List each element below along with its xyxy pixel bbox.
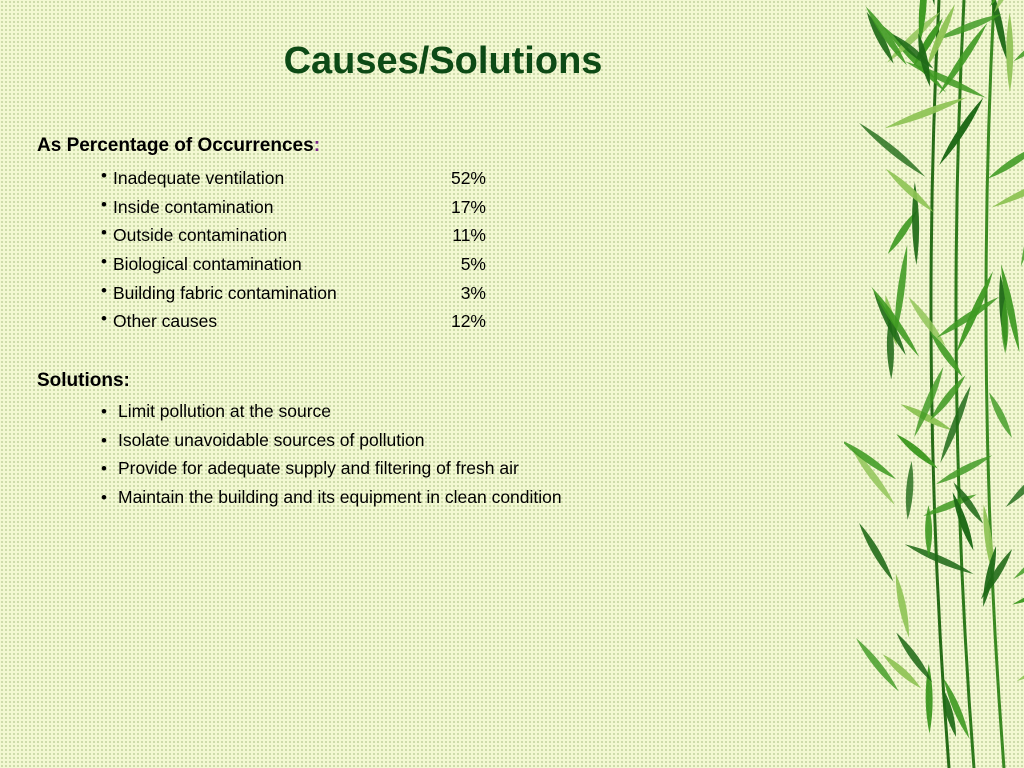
bamboo-leaf-icon <box>894 631 936 685</box>
list-item <box>101 430 424 451</box>
list-item <box>101 254 501 278</box>
list-item <box>101 487 562 508</box>
causes-heading-colon: : <box>313 135 321 156</box>
bamboo-leaf-icon <box>1011 574 1024 608</box>
slide-title: Causes/Solutions <box>283 40 603 82</box>
bamboo-leaf-icon <box>868 285 922 359</box>
bullet-icon: • <box>101 252 107 271</box>
cause-value: 5% <box>460 254 486 274</box>
cause-label: Building fabric contamination <box>113 283 337 303</box>
bullet-icon: • <box>101 195 107 214</box>
cause-value: 3% <box>460 283 486 303</box>
cause-label: Inside contamination <box>113 197 274 217</box>
list-item <box>101 311 501 335</box>
bamboo-leaf-icon <box>1003 463 1024 510</box>
causes-heading <box>37 135 320 157</box>
bamboo-leaf-icon <box>856 521 896 583</box>
bamboo-leaf-icon <box>883 166 935 215</box>
bamboo-leaf-icon <box>892 573 912 639</box>
bamboo-leaf-icon <box>1011 532 1024 582</box>
bullet-icon: • <box>101 166 107 185</box>
cause-label: Outside contamination <box>113 225 288 245</box>
bamboo-leaves-icon <box>844 0 1024 768</box>
bamboo-leaf-icon <box>986 391 1015 440</box>
cause-value: 12% <box>450 311 486 331</box>
bamboo-leaf-icon <box>927 330 965 379</box>
bamboo-leaf-icon <box>1006 13 1013 93</box>
cause-value: 17% <box>450 197 486 217</box>
bamboo-leaf-icon <box>885 0 954 3</box>
bullet-icon: • <box>101 488 107 507</box>
list-item <box>101 401 331 422</box>
bullet-icon: • <box>101 431 107 450</box>
list-item <box>101 197 501 221</box>
bamboo-leaf-icon <box>903 541 975 577</box>
cause-label: Other causes <box>113 311 218 331</box>
solution-text: Isolate unavoidable sources of pollution <box>118 430 425 450</box>
solution-text: Limit pollution at the source <box>118 401 332 421</box>
solution-text: Maintain the building and its equipment in clean condition <box>118 487 562 507</box>
bamboo-leaf-icon <box>1012 23 1024 65</box>
bullet-icon: • <box>101 309 107 328</box>
bullet-icon: • <box>101 223 107 242</box>
bamboo-leaf-icon <box>1015 647 1024 684</box>
list-item <box>101 283 501 307</box>
bamboo-leaf-icon <box>986 141 1024 182</box>
bamboo-leaf-icon <box>863 4 910 67</box>
solution-text: Provide for adequate supply and filtering of fresh air <box>118 458 519 478</box>
cause-value: 11% <box>452 225 486 245</box>
list-item <box>101 458 519 479</box>
cause-value: 52% <box>450 168 486 188</box>
list-item <box>101 225 501 249</box>
solutions-heading: Solutions: <box>37 370 130 391</box>
bullet-icon: • <box>101 459 107 478</box>
bullet-icon: • <box>101 402 107 421</box>
bamboo-leaf-icon <box>883 94 968 132</box>
list-item <box>101 168 501 192</box>
cause-label: Biological contamination <box>113 254 302 274</box>
cause-label: Inadequate ventilation <box>113 168 285 188</box>
bamboo-leaf-icon <box>857 120 928 179</box>
bamboo-leaf-icon <box>953 270 996 355</box>
bullet-icon: • <box>101 281 107 300</box>
bamboo-leaf-icon <box>904 461 915 520</box>
causes-heading-text: As Percentage of Occurrences <box>37 135 314 156</box>
bamboo-leaf-icon <box>978 547 1015 601</box>
bamboo-leaf-icon <box>906 295 949 349</box>
